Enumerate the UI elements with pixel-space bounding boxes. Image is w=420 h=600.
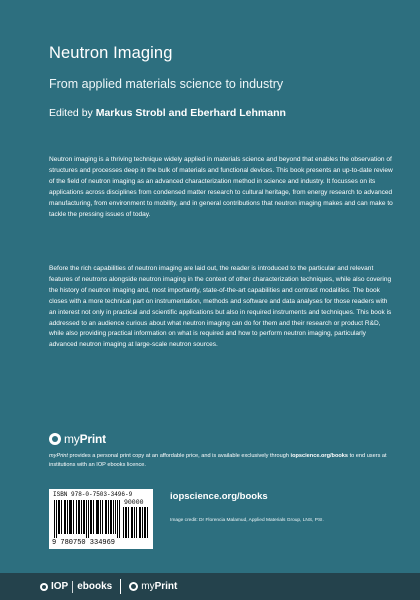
myprint-logo [49, 432, 106, 446]
myprint-note-text-end: to end users at institutions with an IOP ebooks licence. [49, 453, 387, 468]
barcode-addon-digits: 90000 [124, 499, 144, 506]
book-title: Neutron Imaging [49, 44, 173, 62]
description-paragraph-2: Before the rich capabilities of neutron imaging are laid out, the reader is introduced to the particular and relevant features of neutrons alongside neutron imaging in the context of other characterization techniques, while also covering the history of neutron imaging and, most importantly, state-of-the-art capabilities and contrast modalities. The book closes with a more technical part on instrumentation, methods and software and data analyses for those readers with an interest not only in practical and scientific applications but also in required instruments and techniques. This book is addressed to an audience curious about what neutron imaging can do for them and their research or product R&D, while also providing practical information on what is required and how to perform neutron imaging, particularly advanced neutron imaging at large-scale neutron sources. [49, 265, 392, 349]
footer-divider [120, 579, 121, 594]
ebooks-logo-text: ebooks [77, 581, 113, 592]
footer-myprint-circle-icon [129, 582, 138, 591]
isbn-label: ISBN 978-0-7503-3496-9 [53, 491, 133, 498]
edited-by-label: Edited by [49, 107, 96, 119]
myprint-my: my [64, 432, 80, 446]
ean-digits: 9 780750 334969 [52, 539, 116, 547]
myprint-wordmark [64, 432, 106, 446]
editors-line [49, 107, 286, 119]
myprint-note-text: provides a personal print copy at an affordable price, and is available exclusively through [67, 453, 291, 459]
myprint-note-brand: myPrint [49, 453, 68, 459]
addon-bars-icon [123, 507, 149, 538]
site-link[interactable]: iopscience.org/books [170, 491, 268, 502]
book-subtitle: From applied materials science to industry [49, 77, 284, 91]
footer-myprint-my: my [141, 581, 155, 592]
iop-logo-text: IOP [51, 581, 69, 592]
footer-myprint-logo [141, 581, 177, 592]
isbn-barcode [49, 489, 153, 549]
myprint-note [49, 452, 389, 469]
myprint-circle-icon [49, 433, 61, 445]
image-credit: Image credit: Dr Florencia Malamud, Applied Materials Group, LNS, PSI. [170, 518, 324, 523]
barcode-bars-icon [54, 500, 120, 538]
publisher-footer [0, 573, 420, 600]
myprint-print: Print [79, 432, 106, 446]
editor-names: Markus Strobl and Eberhard Lehmann [95, 107, 286, 119]
myprint-note-link[interactable]: iopscience.org/books [290, 453, 349, 459]
description-paragraph-1: Neutron imaging is a thriving technique widely applied in materials science and beyond that enables the observation of structures and processes deep in the bulk of materials and functional devices. This book presents an up-to-date review of the field of neutron imaging as an advanced characterization method in science and industry. It focusses on its applications across disciplines from condensed matter research to cultural heritage, from energy research to advanced manufacturing, from environment to mobility, and in general contributions that neutron imaging makes and can make to tackle the pressing issues of today. [49, 156, 393, 218]
footer-separator [72, 581, 73, 593]
footer-myprint-print: Print [154, 581, 178, 592]
iop-circle-icon [40, 583, 48, 591]
